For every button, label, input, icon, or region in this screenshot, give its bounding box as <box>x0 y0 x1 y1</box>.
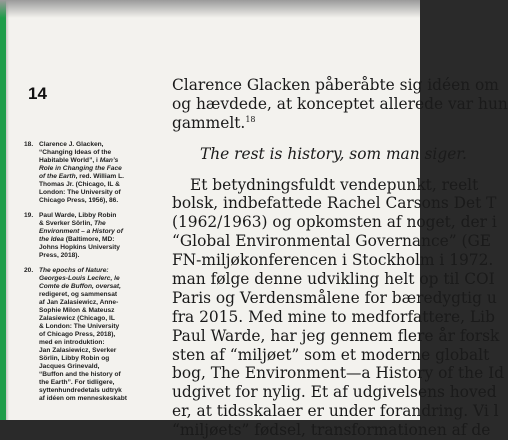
green-binding-edge <box>0 0 6 420</box>
body-line: Et betydningsfuldt vendepunkt, reelt <box>190 175 479 194</box>
footnote-20 <box>24 267 156 403</box>
body-line: (1962/1963) og opkomsten af noget, der i <box>172 213 497 232</box>
quote-line: The rest is history, som man siger. <box>200 144 467 163</box>
body-line: Clarence Glacken påberåbte sig idéen om <box>172 76 499 94</box>
footnote-number: 20. <box>24 267 34 274</box>
body-line: Paul Warde, har jeg gennem flere år forsk <box>172 326 500 345</box>
body-line: Paris og Verdensmålene for bæredygtig u <box>172 288 497 307</box>
body-line: “miljøets” fødsel, transformationen af de <box>172 421 491 440</box>
footnotes <box>24 141 156 410</box>
body-line: “Global Environmental Governance” (GE <box>172 232 492 251</box>
main-text <box>172 76 508 440</box>
footnote-text: Clarence J. Glacken, “Changing Ideas of the Habitable World”, i Man’s Role in Changing the Face of the Earth, red. William L. Thomas Jr. (Chicago, IL & London: The University of Chicago Press, 1956), 86. <box>39 141 124 204</box>
body-line: udgivet for nylig. Et af udgivelsens hoved <box>172 383 497 402</box>
body-line: fra 2015. Med mine to medforfattere, Lib <box>172 307 495 326</box>
body-line: bog, The Environment—a History of the Id <box>172 364 505 383</box>
footnote-number: 19. <box>24 212 34 219</box>
footnote-ref: 18 <box>245 114 256 124</box>
footnote-18 <box>24 141 156 205</box>
footnote-text: The epochs of Nature: Georges-Louis Leclerc, le Comte de Buffon, oversat, redigeret, og sammensat af Jan Zalasiewicz, Anne- Sophie Milon & Mateusz Zalasiewicz (Chicago, IL & London: The University of Chicago Press, 2018), med en introduktion: Jan Zalasiewicz, Sverker Sörlin, Libby Robin og Jacques Grinevald, “Buffon and the history of the Earth”. For tidligere, syttenhundredetals udtryk af idéen om menneskeskabt <box>39 267 127 402</box>
body-line: sten af “miljøet” som et moderne globalt <box>172 345 490 364</box>
body-line: FN-miljøkonferencen i Stockholm i 1972. <box>172 251 494 270</box>
footnote-19 <box>24 212 156 260</box>
body-line: er, at tidsskalaer er under forandring. Vi l <box>172 402 499 421</box>
body-line: og hævdede, at konceptet allerede var hun <box>172 94 508 113</box>
top-shadow <box>0 0 420 18</box>
body-line: man følge denne udvikling helt op til COI <box>172 270 495 289</box>
body-line: bolsk, indbefattede Rachel Carsons Det T <box>172 194 497 213</box>
footnote-text: Paul Warde, Libby Robin & Sverker Sörlin, The Environment – a History of the Idea (Baltimore, MD: Johns Hopkins University Press, 2018). <box>39 212 123 259</box>
page-number: 14 <box>28 84 47 103</box>
body-line: gammelt.$^{18}$ <box>172 113 256 132</box>
footnote-number: 18. <box>24 141 34 148</box>
